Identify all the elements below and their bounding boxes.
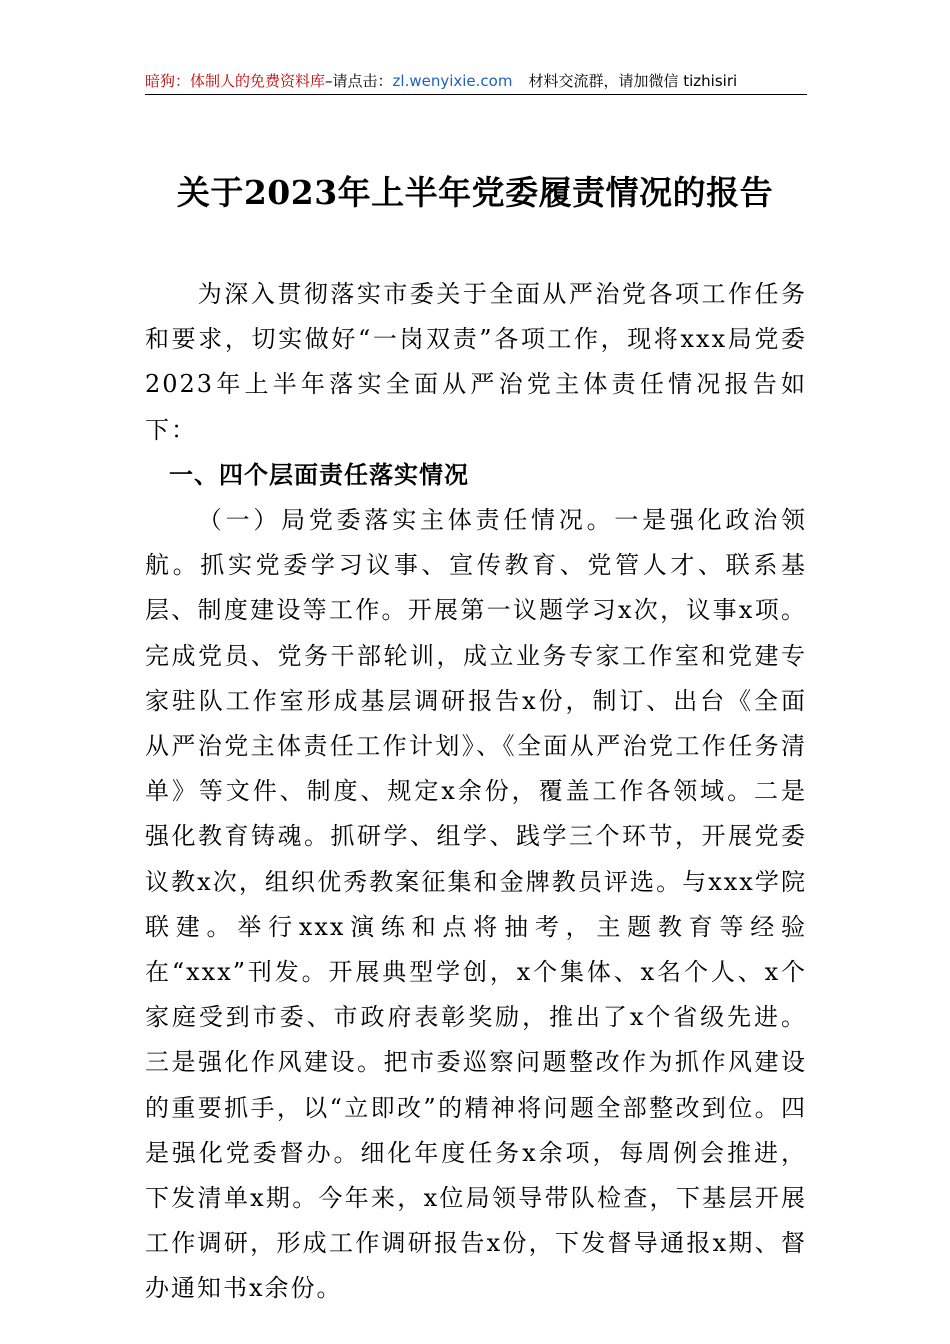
body-paragraph: （一）局党委落实主体责任情况。一是强化政治领航。抓实党委学习议事、宣传教育、党管人才、联系基层、制度建设等工作。开展第一议题学习x次，议事x项。完成党员、党务干部轮训，成立业务专家工作室和党建专家驻队工作室形成基层调研报告x份，制订、出台《全面从严治党主体责任工作计划》、《全面从严治党工作任务清单》等文件、制度、规定x余份，覆盖工作各领域。二是强化教育铸魂。抓研学、组学、践学三个环节，开展党委议教x次，组织优秀教案征集和金牌教员评选。与xxx学院联建。举行xxx演练和点将抽考，主题教育等经验在“xxx”刊发。开展典型学创，x个集体、x名个人、x个家庭受到市委、市政府表彰奖励，推出了x个省级先进。三是强化作风建设。把市委巡察问题整改作为抓作风建设的重要抓手，以“立即改”的精神将问题全部整改到位。四是强化党委督办。细化年度任务x余项，每周例会推进，下发清单x期。今年来，x位局领导带队检查，下基层开展工作调研，形成工作调研报告x份，下发督导通报x期、督办通知书x余份。 [145, 506, 807, 1303]
header-url-link[interactable]: zl.wenyixie.com [392, 72, 513, 90]
section-heading: 一、四个层面责任落实情况 [169, 460, 469, 489]
intro-paragraph: 为深入贯彻落实市委关于全面从严治党各项工作任务和要求，切实做好“一岗双责”各项工作，现将xxx局党委2023年上半年落实全面从严治党主体责任情况报告如下： [145, 280, 807, 444]
document-title: 关于2023年上半年党委履责情况的报告 [176, 173, 774, 212]
document-body [145, 272, 807, 1312]
header-brand-text: 暗狗：体制人的免费资料库 [145, 72, 326, 90]
page-header-banner [145, 68, 807, 95]
header-wechat-text: 材料交流群，请加微信 tizhisiri [528, 72, 738, 90]
header-prompt-text: –请点击： [325, 72, 393, 90]
